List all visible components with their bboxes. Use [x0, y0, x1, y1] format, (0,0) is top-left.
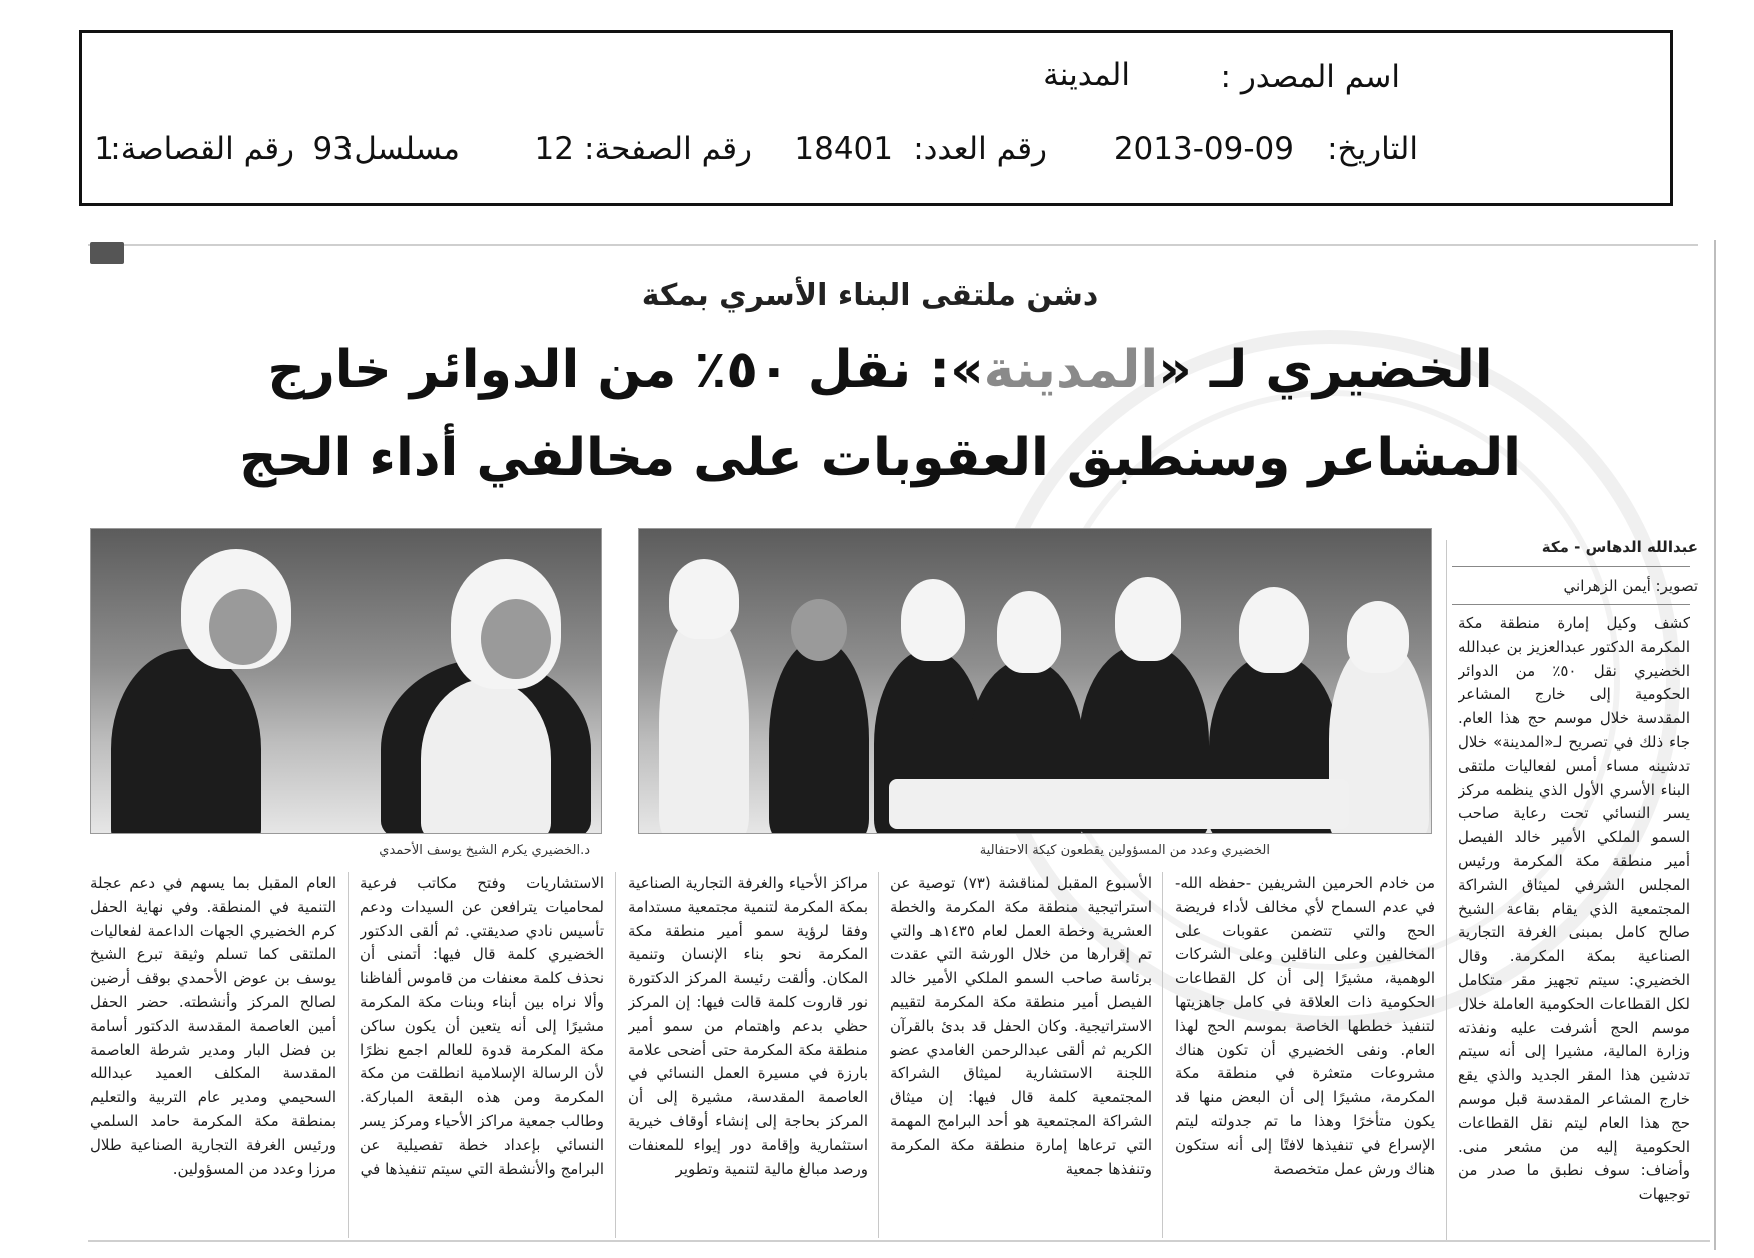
article-kicker: دشن ملتقى البناء الأسري بمكة — [641, 278, 1099, 313]
article-column-6: العام المقبل بما يسهم في دعم عجلة التنمية في المنطقة. وفي نهاية الحفل كرم الخضيري الجهات الداعمة لفعاليات الملتقى كما تسلم وثيقة تبرع الشيخ يوسف بن عوض الأحمدي بوقف أرضين لصالح المركز وأنشطته. حضر الحفل أمين العاصمة المقدسة الدكتور أسامة بن فضل البار ومدير شرطة العاصمة المقدسة المكلف العميد عبدالله السحيمي ومدير عام التربية والتعليم بمنطقة مكة المكرمة حامد السلمي ورئيس الغرفة التجارية الصناعية طلال مرزا وعدد من المسؤولين. — [90, 874, 336, 1178]
clipping-right-rule — [1714, 240, 1716, 1250]
clipping-bottom-rule — [88, 1240, 1710, 1242]
serial-label: مسلسل: — [343, 131, 460, 167]
headline-prefix: الخضيري لـ « — [1158, 340, 1493, 400]
article-column-4: مراكز الأحياء والغرفة التجارية الصناعية بمكة المكرمة لتنمية مجتمعية مستدامة وفقا لرؤية سمو أمير منطقة مكة المكرمة نحو بناء الإنسان وتنمية المكان. وألقت رئيسة المركز الدكتورة نور قاروت كلمة قالت فيها: إن المركز حظي بدعم واهتمام من سمو أمير منطقة مكة المكرمة حتى أضحى علامة بارزة في مسيرة العمل النسائي في العاصمة المقدسة، مشيرة إلى أن المركز بحاجة إلى إنشاء أوقاف خيرية استثمارية وإقامة دور إيواء للمعنفات ورصد مبالغ مالية لتنمية وتطوير — [628, 874, 868, 1178]
page-label: رقم الصفحة: — [584, 131, 752, 167]
byline-rule — [1452, 566, 1690, 567]
column-rule-4 — [615, 872, 616, 1238]
article-column-1: كشف وكيل إمارة منطقة مكة المكرمة الدكتور عبدالعزيز بن عبدالله الخضيري نقل ٥٠٪ من الدوائر الحكومية إلى خارج المشاعر المقدسة خلال موسم حج هذا العام. جاء ذلك في تصريح لـ«المدينة» خلال تدشينه مساء أمس لفعاليات ملتقى البناء الأسري الأول الذي ينظمه مركز يسر النسائي تحت رعاية صاحب السمو الملكي الأمير خالد الفيصل أمير منطقة مكة المكرمة ورئيس المجلس الشرفي لميثاق الشراكة المجتمعية الذي يقام بقاعة الشيخ صالح كامل بمبنى الغرفة التجارية الصناعية بمكة المكرمة. وقال الخضيري: سيتم تجهيز مقر متكامل لكل القطاعات الحكومية العاملة خلال موسم الحج أشرفت عليه ونفذته وزارة المالية، مشيرا إلى أنه سيتم تدشين هذا المقر الجديد والذي يقع خارج المشاعر المقدسة قبل موسم حج هذا العام ليتم نقل القطاعات الحكومية إليه من مشعر منى. وأضاف: سوف نطبق ما صدر من توجيهات — [1458, 614, 1690, 1204]
headline-line-2: المشاعر وسنطبق العقوبات على مخالفي أداء الحج — [239, 428, 1521, 488]
clipping-top-rule — [88, 244, 1698, 246]
source-value: المدينة — [1043, 57, 1130, 93]
issue-value: 18401 — [794, 131, 893, 167]
source-label: اسم المصدر : — [1220, 59, 1400, 95]
article-column-5: الاستشاريات وفتح مكاتب فرعية لمحاميات يترافعن عن السيدات ودعم تأسيس نادي صديقتي. ثم ألقى الدكتور الخضيري كلمة قال فيها: أتمنى أن نحذف كلمة معنفات من قاموس ألفاظنا وألا نراه بين أبناء وبنات مكة المكرمة مشيرًا إلى أنه يتعين أن يكون ساكن مكة المكرمة قدوة للعالم اجمع نظرًا لأن الرسالة الإسلامية انطلقت من مكة المكرمة ومن هذه البقعة المباركة. وطالب جمعية مراكز الأحياء ومركز يسر النسائي بإعداد خطة تفصيلية عن البرامج والأنشطة التي سيتم تنفيذها في — [360, 874, 604, 1178]
photographer-credit: تصوير: أيمن الزهراني — [1563, 577, 1698, 595]
clip-label: رقم القصاصة: — [110, 131, 294, 167]
main-photo-caption: الخضيري وعدد من المسؤولين يقطعون كيكة الاحتفالية — [979, 843, 1270, 858]
secondary-photo-caption: د.الخضيري يكرم الشيخ يوسف الأحمدي — [379, 843, 590, 858]
author-byline: عبدالله الدهاس - مكة — [1541, 538, 1698, 556]
serial-value: 93 — [312, 131, 352, 167]
date-value: 2013-09-09 — [1113, 131, 1294, 167]
main-photo — [638, 528, 1432, 834]
photographer-rule — [1452, 604, 1690, 605]
page-value: 12 — [534, 131, 574, 167]
column-rule-1 — [1446, 540, 1447, 1240]
column-rule-5 — [348, 872, 349, 1238]
secondary-photo — [90, 528, 602, 834]
article-column-2: من خادم الحرمين الشريفين -حفظه الله- في عدم السماح لأي مخالف لأداء فريضة الحج والتي تتضمن عقوبات على المخالفين وعلى الناقلين وعلى الشركات الوهمية، مشيرًا إلى أن كل القطاعات الحكومية ذات العلاقة في كامل جاهزيتها لتنفيذ خططها الخاصة بموسم الحج لهذا العام. ونفى الخضيري أن تكون هناك مشروعات متعثرة في منطقة مكة المكرمة، مشيرًا إلى أن البعض منها قد يكون متأخرًا وهذا ما تم جدولته ليتم الإسراع في تنفيذها لافتًا إلى أنه ستكون هناك ورش عمل متخصصة — [1175, 874, 1435, 1178]
headline-paper-name: المدينة — [983, 340, 1159, 400]
headline-line-1 — [150, 340, 1610, 400]
column-rule-2 — [1162, 872, 1163, 1238]
clip-value: 1 — [94, 131, 114, 167]
clipping-corner-tab — [90, 242, 124, 264]
issue-label: رقم العدد: — [913, 131, 1047, 167]
column-rule-3 — [878, 872, 879, 1238]
clipping-metadata-box — [79, 30, 1673, 206]
headline-suffix: »: نقل ٥٠٪ من الدوائر خارج — [267, 340, 984, 400]
article-column-3: الأسبوع المقبل لمناقشة (٧٣) توصية عن استراتيجية منطقة مكة المكرمة والخطة العشرية وخطة العمل لعام ١٤٣٥هـ والتي تم إقرارها من خلال الورشة التي عقدت برئاسة صاحب السمو الملكي الأمير خالد الفيصل أمير منطقة مكة المكرمة لتقييم الاستراتيجية. وكان الحفل قد بدئ بالقرآن الكريم ثم ألقى عبدالرحمن الغامدي عضو اللجنة الاستشارية لميثاق الشراكة المجتمعية كلمة قال فيها: إن ميثاق الشراكة المجتمعية هو أحد البرامج المهمة التي ترعاها إمارة منطقة مكة المكرمة وتنفذها جمعية — [890, 874, 1152, 1178]
date-label: التاريخ: — [1327, 131, 1418, 167]
